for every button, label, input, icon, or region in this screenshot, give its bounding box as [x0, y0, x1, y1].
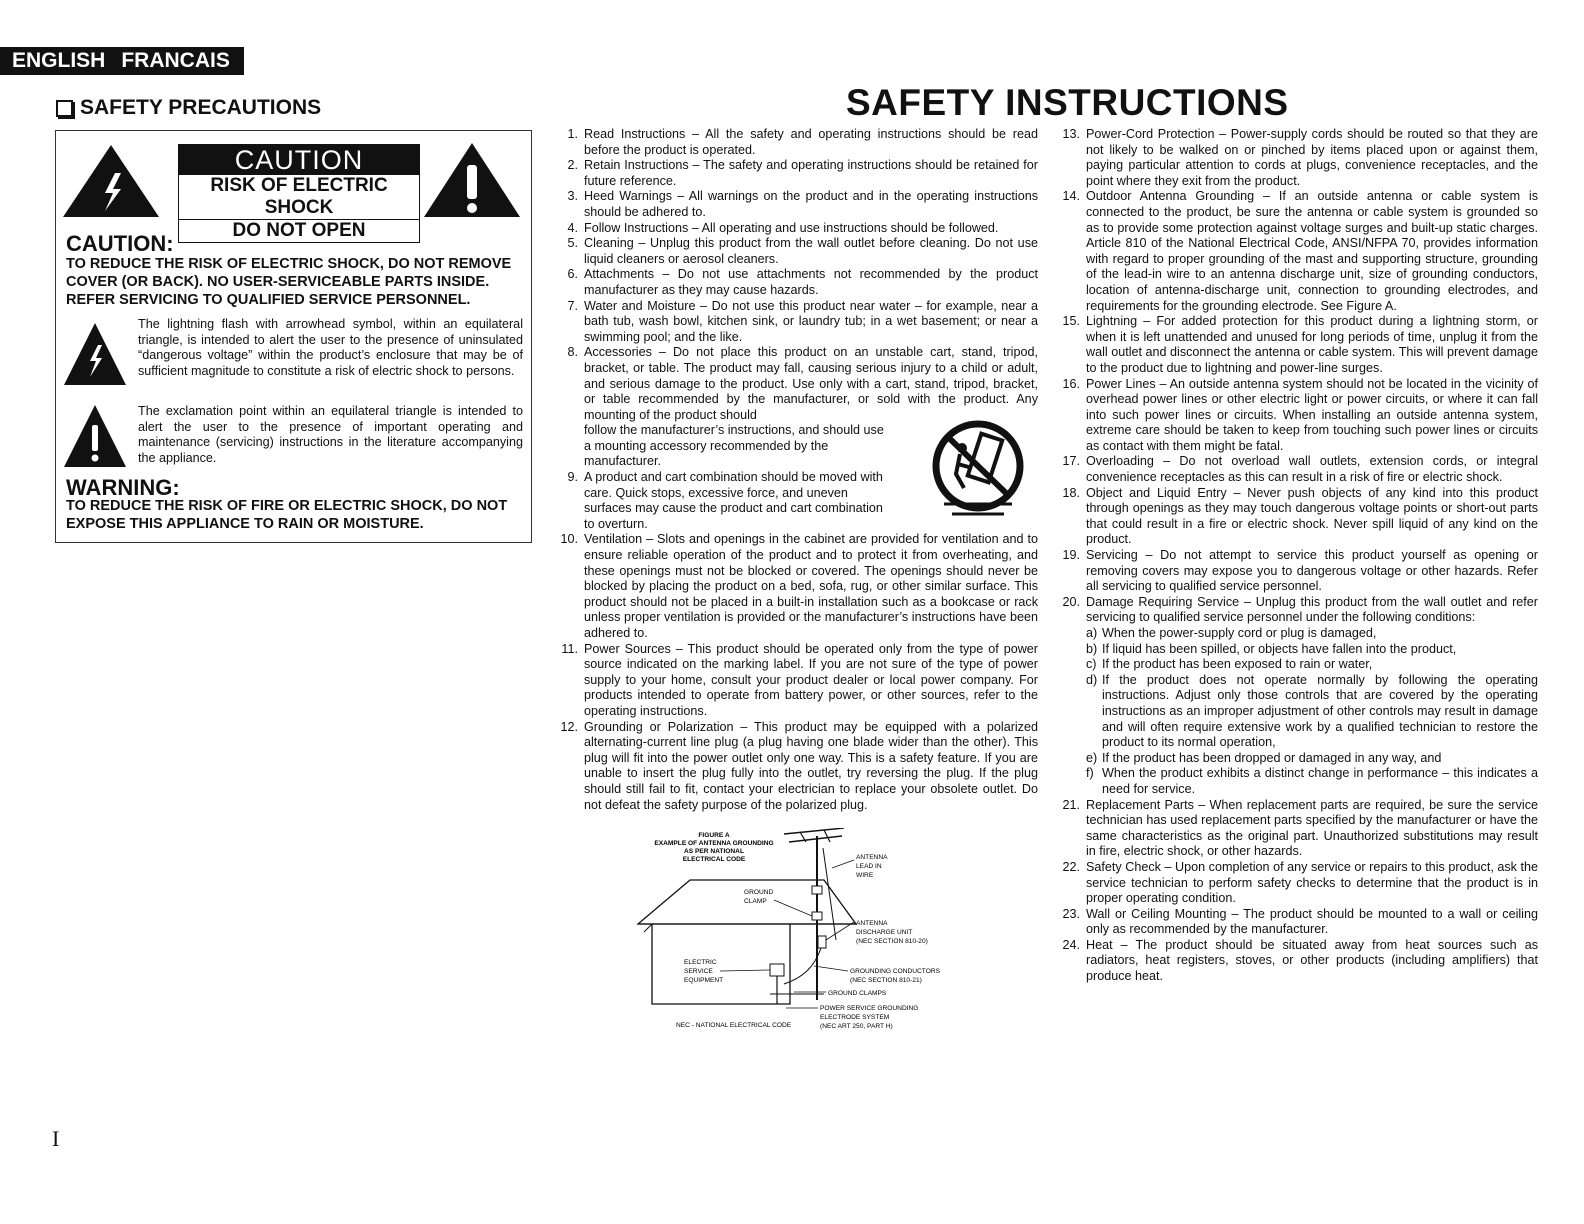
list-item: 20. Damage Requiring Service – Unplug this product from the wall outlet and refer servicing to qualified service personnel under the following conditions: a) When the power-supply cord or plug is damaged, b) If liquid has been spilled, or objects have fallen into the product, c) If the product has been exposed to rain or water, d) If the product does not operate normally by following the operating instructions. Adjust only those controls that are covered by the operating instructions as an improper adjustment of other controls may result in damage and will often require extensive work by a qualified technician to restore the product to its normal operation, e) If the product has been dropped or damaged in any way, and f) When the product exhibits a distinct change in performance – this indicates a need for service.	[1062, 594, 1538, 796]
lightning-explanation: The lightning flash with arrowhead symbol, within an equilateral triangle, is intended to alert the user to the presence of uninsulated “dangerous voltage” within the product’s enclosure that may be of sufficient magnitude to constitute a risk of electric shock to persons.	[138, 317, 523, 378]
list-item: 1. Read Instructions – All the safety and operating instructions should be read before the product is operated.	[567, 127, 1038, 157]
caution-label	[178, 144, 420, 243]
list-item: 24. Heat – The product should be situated away from heat sources such as radiators, heat registers, stoves, or other products (including amplifiers) that produce heat.	[1062, 937, 1538, 984]
figure-label: NEC - NATIONAL ELECTRICAL CODE	[676, 1022, 792, 1029]
lang-francais: FRANCAIS	[121, 49, 230, 72]
figure-label: EQUIPMENT	[684, 977, 724, 984]
sub-list-item: f) When the product exhibits a distinct change in performance – this indicates a need for service.	[1086, 766, 1538, 796]
list-item: 22. Safety Check – Upon completion of any service or repairs to this product, ask the service technician to perform safety checks to determine that the product is in proper operating condition.	[1062, 859, 1538, 906]
figure-label: ELECTRODE SYSTEM	[820, 1014, 890, 1021]
sub-list-item: b) If liquid has been spilled, or objects have fallen into the product,	[1086, 641, 1457, 656]
sub-list-item: e) If the product has been dropped or damaged in any way, and	[1086, 750, 1442, 765]
list-item: 12. Grounding or Polarization – This product may be equipped with a polarized alternating-current line plug (a plug having one blade wider than the other). This plug will fit into the power outlet only one way. This is a safety feature. If you are unable to insert the plug fully into the outlet, try reversing the plug. If the plug should still fail to fit, contact your electrician to replace your obsolete outlet. Do not defeat the safety purpose of the polarized plug.	[560, 719, 1038, 812]
figure-label: ANTENNA	[856, 920, 888, 927]
caution-title: CAUTION:	[66, 231, 174, 256]
figure-label: WIRE	[856, 872, 874, 879]
safety-precautions-title: SAFETY PRECAUTIONS	[80, 96, 322, 119]
figure-label: (NEC ART 250, PART H)	[820, 1023, 893, 1030]
sub-list-item: c) If the product has been exposed to rain or water,	[1086, 657, 1373, 672]
list-item: 16. Power Lines – An outside antenna system should not be located in the vicinity of overhead power lines or other electric light or power circuits, or where it can fall into such power lines or circuits. When installing an outside antenna system, extreme care should be taken to keep from touching such power lines or circuits as contact with them might be fatal.	[1062, 376, 1538, 453]
figure-label: CLAMP	[744, 898, 767, 905]
list-item: 15. Lightning – For added protection for this product during a lightning storm, or when it is left unattended and unused for long periods of time, unplug it from the wall outlet and disconnect the antenna or cable system. This will prevent damage to the product due to lightning and power-line surges.	[1062, 314, 1538, 375]
list-item: 7. Water and Moisture – Do not use this product near water – for example, near a bath tub, wash bowl, kitchen sink, or laundry tub; in a wet basement; or near a swimming pool; and the like.	[567, 298, 1038, 344]
lang-english: ENGLISH	[12, 49, 106, 72]
caution-box	[55, 130, 532, 543]
list-item: 11. Power Sources – This product should be operated only from the type of power source indicated on the marking label. If you are not sure of the type of power supply to your home, consult your product dealer or local power company. For products intended to operate from battery power, or other sources, refer to the operating instructions.	[561, 641, 1038, 718]
list-item: 21. Replacement Parts – When replacement parts are required, be sure the service technician has used replacement parts specified by the manufacturer or have the same characteristics as the original part. Unauthorized substitutions may result in fire, electric shock, or other hazards.	[1062, 797, 1538, 859]
list-item: 8. Accessories – Do not place this product on an unstable cart, stand, tripod, bracket, or table. The product may fall, causing serious injury to a child or adult, and serious damage to the product. Use only with a cart, stand, tripod, bracket, or table recommended by the manufacturer, or sold with the product. Any mounting of the product should follow the manufacturer’s instructions, and should use a mounting accessory recommended by the manufacturer.	[567, 345, 1038, 469]
list-item: 14. Outdoor Antenna Grounding – If an outside antenna or cable system is connected to the product, be sure the antenna or cable system is grounded so as to provide some protection against voltage surges and built-up static charges. Article 810 of the National Electrical Code, ANSI/NFPA 70, provides information with regard to proper grounding of the mast and supporting structure, grounding of the lead-in wire to an antenna discharge unit, size of grounding conductors, location of antenna-discharge unit, connection to grounding electrodes, and requirements for the grounding electrode. See Figure A.	[1062, 189, 1538, 313]
exclamation-explanation: The exclamation point within an equilateral triangle is intended to alert the user to the presence of important operating and maintenance (servicing) instructions in the literature accompanying the appliance.	[138, 404, 523, 465]
figure-a-antenna-grounding	[624, 828, 964, 1038]
sub-list-item: a) When the power-supply cord or plug is damaged,	[1086, 626, 1377, 640]
list-item: 13. Power-Cord Protection – Power-supply cords should be routed so that they are not likely to be walked on or pinched by items placed upon or against them, paying particular attention to cords at plugs, convenience receptacles, and the point where they exit from the product.	[1062, 127, 1538, 188]
list-item: 23. Wall or Ceiling Mounting – The product should be mounted to a wall or ceiling only as recommended by the manufacturer.	[1062, 906, 1538, 937]
figure-label: GROUNDING CONDUCTORS	[850, 968, 940, 975]
language-tabs	[0, 47, 244, 75]
figure-label: ELECTRIC	[684, 959, 717, 966]
list-item: 2. Retain Instructions – The safety and operating instructions should be retained for future reference.	[567, 158, 1038, 188]
list-item: 3. Heed Warnings – All warnings on the product and in the operating instructions should be adhered to.	[567, 189, 1038, 219]
exclamation-warning-icon	[422, 141, 522, 219]
safety-precautions-heading	[56, 96, 321, 120]
sub-list-item: d) If the product does not operate normally by following the operating instructions. Adjust only those controls that are covered by the operating instructions as an improper adjustment of other controls may result in damage and will often require extensive work by a qualified technician to restore the product to its normal operation,	[1086, 672, 1538, 750]
lightning-warning-icon	[61, 143, 161, 219]
list-item: 4. Follow Instructions – All operating and use instructions should be followed.	[567, 220, 999, 235]
caution-label-line3: DO NOT OPEN	[232, 220, 366, 241]
figure-label: DISCHARGE UNIT	[856, 929, 913, 936]
list-item: 19. Servicing – Do not attempt to service this product yourself as opening or removing covers may expose you to dangerous voltage or other hazards. Refer all servicing to qualified service personnel.	[1062, 548, 1538, 594]
figure-label: LEAD IN	[856, 863, 882, 870]
page-number: I	[52, 1126, 60, 1151]
caution-label-line2: RISK OF ELECTRIC SHOCK	[179, 175, 419, 220]
figure-title-1: FIGURE A	[698, 832, 730, 839]
figure-label: (NEC SECTION 810-21)	[850, 977, 922, 984]
list-item: 6. Attachments – Do not use attachments not recommended by the product manufacturer as they may cause hazards.	[567, 267, 1038, 297]
list-item: 9. A product and cart combination should be moved with care. Quick stops, excessive force, and uneven surfaces may cause the product and cart combination to overturn.	[567, 470, 883, 531]
figure-title-2: EXAMPLE OF ANTENNA GROUNDING	[654, 840, 774, 847]
figure-label: SERVICE	[684, 968, 713, 975]
figure-label: GROUND	[744, 889, 774, 896]
lightning-symbol-icon	[62, 321, 128, 387]
exclamation-symbol-icon	[62, 403, 128, 469]
checkbox-icon	[56, 100, 73, 117]
damage-conditions-list	[1086, 626, 1538, 798]
warning-text: TO REDUCE THE RISK OF FIRE OR ELECTRIC SHOCK, DO NOT EXPOSE THIS APPLIANCE TO RAIN OR MOISTURE.	[66, 498, 508, 532]
cart-tipover-warning-icon	[932, 418, 1024, 520]
list-item: 10. Ventilation – Slots and openings in the cabinet are provided for ventilation and to ensure reliable operation of the product and to protect it from overheating, and these openings must not be blocked or covered. The openings should never be blocked by placing the product on a bed, sofa, rug, or other similar surface. This product should not be placed in a built-in installation such as a bookcase or rack unless proper ventilation is provided or the manufacturer’s instructions have been adhered to.	[560, 532, 1038, 640]
figure-label: ANTENNA	[856, 854, 888, 861]
caution-label-header: CAUTION	[179, 145, 419, 175]
caution-text: TO REDUCE THE RISK OF ELECTRIC SHOCK, DO NOT REMOVE COVER (OR BACK). NO USER-SERVICEABLE PARTS INSIDE. REFER SERVICING TO QUALIFIED SERVICE PERSONNEL.	[66, 256, 512, 308]
list-item: 5. Cleaning – Unplug this product from the wall outlet before cleaning. Do not use liquid cleaners or aerosol cleaners.	[567, 236, 1038, 266]
figure-label: (NEC SECTION 810-20)	[856, 938, 928, 945]
warning-title: WARNING:	[66, 475, 180, 500]
instructions-column-2	[1058, 127, 1538, 985]
figure-label: GROUND CLAMPS	[828, 990, 887, 997]
safety-instructions-title: SAFETY INSTRUCTIONS	[846, 82, 1289, 123]
figure-title-3: AS PER NATIONAL	[684, 848, 744, 855]
figure-title-4: ELECTRICAL CODE	[682, 856, 746, 863]
figure-label: POWER SERVICE GROUNDING	[820, 1005, 919, 1012]
list-item: 18. Object and Liquid Entry – Never push objects of any kind into this product through openings as they may touch dangerous voltage points or short-out parts that could result in a fire or electric shock. Never spill liquid of any kind on the product.	[1062, 485, 1538, 547]
list-item: 17. Overloading – Do not overload wall outlets, extension cords, or integral convenience receptacles as this can result in a risk of fire or electric shock.	[1062, 454, 1538, 485]
